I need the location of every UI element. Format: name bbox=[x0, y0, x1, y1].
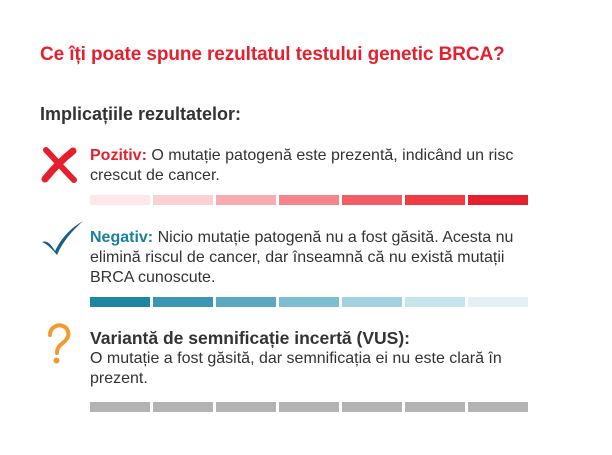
scale-segment bbox=[279, 297, 339, 307]
result-negative bbox=[90, 228, 550, 288]
vus-label: Variantă de semnificație incertă (VUS): bbox=[90, 328, 410, 348]
scale-segment bbox=[342, 402, 402, 412]
question-mark-icon bbox=[44, 323, 74, 365]
scale-segment bbox=[153, 402, 213, 412]
result-vus bbox=[90, 328, 550, 389]
positive-scale-bar bbox=[90, 195, 528, 205]
scale-segment bbox=[468, 195, 528, 205]
vus-description: O mutație a fost găsită, dar semnificația ei nu este clară în prezent. bbox=[90, 350, 502, 387]
negative-label: Negativ: bbox=[90, 229, 154, 246]
cross-icon bbox=[40, 146, 80, 184]
scale-segment bbox=[216, 402, 276, 412]
positive-description: O mutație patogenă este prezentă, indicând un risc crescut de cancer. bbox=[90, 147, 514, 184]
positive-label: Pozitiv: bbox=[90, 147, 147, 164]
scale-segment bbox=[405, 297, 465, 307]
scale-segment bbox=[90, 297, 150, 307]
scale-segment bbox=[279, 402, 339, 412]
scale-segment bbox=[468, 402, 528, 412]
negative-description: Nicio mutație patogenă nu a fost găsită. Acesta nu elimină riscul de cancer, dar înseamnă că nu există mutații BRCA cunoscute. bbox=[90, 229, 514, 286]
checkmark-icon bbox=[38, 218, 86, 258]
scale-segment bbox=[342, 195, 402, 205]
scale-segment bbox=[153, 195, 213, 205]
scale-segment bbox=[153, 297, 213, 307]
negative-scale-bar bbox=[90, 297, 528, 307]
scale-segment bbox=[405, 195, 465, 205]
scale-segment bbox=[90, 195, 150, 205]
scale-segment bbox=[279, 195, 339, 205]
scale-segment bbox=[90, 402, 150, 412]
scale-segment bbox=[468, 297, 528, 307]
scale-segment bbox=[342, 297, 402, 307]
page-title: Ce îți poate spune rezultatul testului genetic BRCA? bbox=[40, 44, 505, 65]
section-subtitle: Implicațiile rezultatelor: bbox=[40, 104, 242, 124]
vus-scale-bar bbox=[90, 402, 528, 412]
scale-segment bbox=[216, 297, 276, 307]
scale-segment bbox=[216, 195, 276, 205]
result-positive bbox=[90, 146, 550, 186]
scale-segment bbox=[405, 402, 465, 412]
